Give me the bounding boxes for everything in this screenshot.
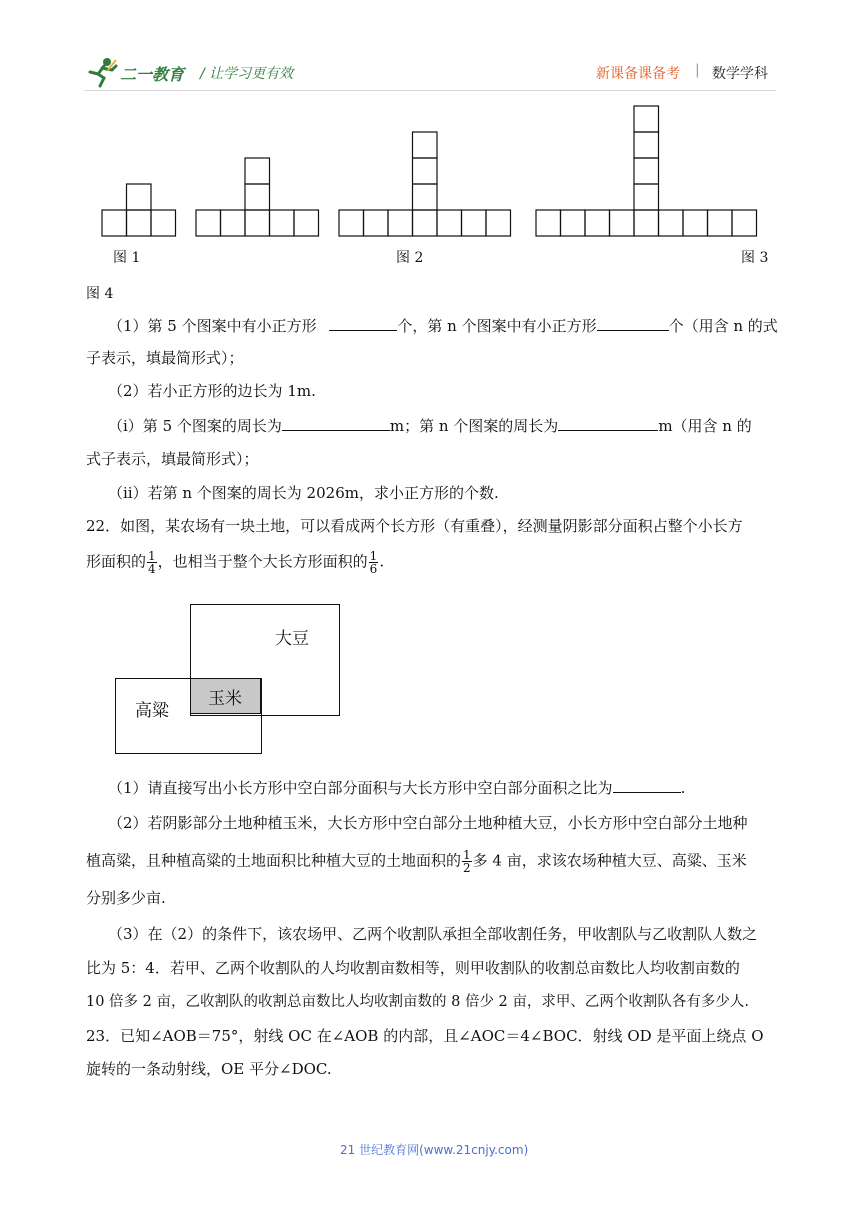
q21-part1-line1: （1）第 5 个图案中有小正方形 个，第 n 个图案中有小正方形 个（用含 n 的式 [108, 314, 778, 337]
square-pattern-figures [0, 100, 860, 245]
q22-intro-line2: 形面积的 $\frac{1}{4}$ ，也相当于整个大长方形面积的 $\frac{1}{6}$ . [86, 549, 385, 576]
header-subject: 数学学科 [712, 66, 768, 82]
header-right-title: 新课备课备考 [596, 66, 680, 82]
answer-blank[interactable] [613, 776, 681, 793]
figure-label-2: 图 2 [396, 250, 424, 266]
answer-blank[interactable] [329, 314, 397, 331]
fraction-one-quarter: $\frac{1}{4}$ [148, 549, 156, 576]
q21-part2i-line2: 式子表示，填最简形式）； [86, 450, 259, 468]
q22-part3-line1: （3）在（2）的条件下，该农场甲、乙两个收割队承担全部收割任务，甲收割队与乙收割队人数之 [108, 925, 758, 943]
figure-label-4: 图 4 [86, 286, 114, 302]
header-separator: | [695, 62, 700, 78]
q22-part2-line2: 植高粱，且种植高粱的土地面积比种植大豆的土地面积的 $\frac{1}{2}$ 多 4 亩，求该农场种植大豆、高粱、玉米 [86, 848, 747, 875]
q21-part1-line2: 子表示，填最简形式）； [86, 349, 244, 367]
sorghum-label: 高粱 [135, 701, 169, 721]
header-rule [84, 90, 776, 91]
q23-line2: 旋转的一条动射线，OE 平分∠DOC. [86, 1060, 332, 1078]
q21-part2: （2）若小正方形的边长为 1m. [108, 382, 316, 400]
q22-part3-line2: 比为 5：4．若甲、乙两个收割队的人均收割亩数相等，则甲收割队的收割总亩数比人均收割亩数的 [86, 959, 740, 977]
figure-label-1: 图 1 [113, 250, 141, 266]
answer-blank[interactable] [597, 314, 669, 331]
q23-line1: 23．已知∠AOB＝75°，射线 OC 在∠AOB 的内部，且∠AOC＝4∠BOC．射线 OD 是平面上绕点 O [86, 1027, 764, 1045]
q22-part3-line3: 10 倍多 2 亩，乙收割队的收割总亩数比人均收割亩数的 8 倍少 2 亩，求甲、乙两个收割队各有多少人. [86, 994, 749, 1010]
q22-intro-line1: 22．如图，某农场有一块土地，可以看成两个长方形（有重叠），经测量阴影部分面积占整个小长方 [86, 517, 743, 535]
soybean-label: 大豆 [275, 629, 309, 649]
pattern-figure-1 [102, 184, 176, 236]
answer-blank[interactable] [282, 414, 390, 431]
corn-label: 玉米 [208, 689, 242, 709]
fraction-one-sixth: $\frac{1}{6}$ [369, 549, 378, 576]
q22-part2-line1: （2）若阴影部分土地种植玉米，大长方形中空白部分土地种植大豆，小长方形中空白部分土地种 [108, 814, 748, 832]
field-diagram [115, 604, 343, 756]
answer-blank[interactable] [558, 414, 658, 431]
fraction-one-half: $\frac{1}{2}$ [463, 848, 471, 875]
pattern-figure-2 [196, 158, 319, 236]
pattern-figure-4 [536, 106, 757, 236]
logo-text: 二一教育 [120, 65, 185, 84]
figure-label-3: 图 3 [741, 250, 769, 266]
footer-link[interactable]: 21 世纪教育网(www.21cnjy.com) [340, 1143, 529, 1157]
q22-part1: （1）请直接写出小长方形中空白部分面积与大长方形中空白部分面积之比为 . [108, 776, 685, 799]
q21-part2ii: （ⅱ）若第 n 个图案的周长为 2026m，求小正方形的个数. [108, 484, 499, 502]
runner-logo-icon [86, 56, 120, 88]
header-slogan: / 让学习更有效 [200, 66, 294, 82]
header [0, 0, 860, 100]
q22-part2-line3: 分别多少亩. [86, 889, 166, 907]
pattern-figure-3 [339, 132, 511, 236]
q21-part2i-line1: （ⅰ）第 5 个图案的周长为 m；第 n 个图案的周长为 m（用含 n 的 [108, 414, 752, 437]
